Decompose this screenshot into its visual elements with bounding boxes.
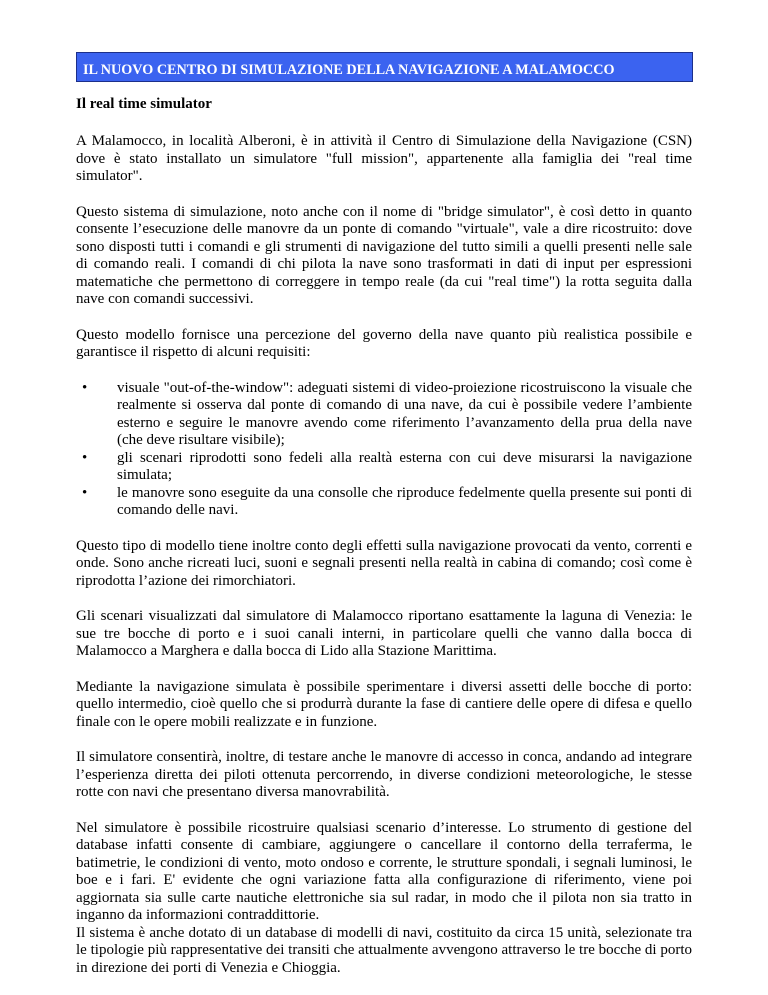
list-item: • visuale "out-of-the-window": adeguati sistemi di video-proiezione ricostruiscono la visuale che realmente si osserva dal ponte di comando di una nave, da cui è possibile vedere l’ambiente esterno e seguire le manovre avendo come riferimento l’avanzamento della prua della nave (che deve risultare visibile); xyxy=(117,380,692,450)
paragraph: Nel simulatore è possibile ricostruire qualsiasi scenario d’interesse. Lo strumento di gestione del database infatti consente di cambiare, aggiungere o cancellare il contorno della terraferma, le batimetrie, le condizioni di vento, moto ondoso e corrente, le strutture spondali, i segnali luminosi, le boe e i fari. E' evidente che ogni variazione fatta alla configurazione di riferimento, viene poi aggiornata sia sulle carte nautiche elettroniche sia sul radar, in modo che il pilota non sia tratto in inganno da informazioni contraddittorie. xyxy=(76,819,692,923)
list-item: • le manovre sono eseguite da una consolle che riproduce fedelmente quella presente sui ponti di comando delle navi. xyxy=(117,485,692,520)
document-title: IL NUOVO CENTRO DI SIMULAZIONE DELLA NAVIGAZIONE A MALAMOCCO xyxy=(83,62,615,78)
section-heading: Il real time simulator xyxy=(76,96,212,112)
paragraph: Mediante la navigazione simulata è possibile sperimentare i diversi assetti delle bocche di porto: quello intermedio, cioè quello che si produrrà durante la fase di cantiere delle opere di difesa e quello finale con le opere mobili realizzate e in funzione. xyxy=(76,678,692,730)
paragraph: Questo modello fornisce una percezione del governo della nave quanto più realistica possibile e garantisce il rispetto di alcuni requisiti: xyxy=(76,326,692,360)
paragraph: Questo sistema di simulazione, noto anche con il nome di "bridge simulator", è così detto in quanto consente l’esecuzione delle manovre da un ponte di comando "virtuale", vale a dire ricostruito: dove sono disposti tutti i comandi e gli strumenti di navigazione del tutto simili a quelli presenti nelle sale di comando reali. I comandi di chi pilota la nave sono trasformati in dati di input per espressioni matematiche che permettono di correggere in tempo reale (da cui "real time") la rotta seguita dalla nave con comandi successivi. xyxy=(76,203,692,307)
paragraph: Questo tipo di modello tiene inoltre conto degli effetti sulla navigazione provocati da vento, correnti e onde. Sono anche ricreati luci, suoni e segnali presenti nella realtà in cabina di comando; così come è riprodotta l’azione dei rimorchiatori. xyxy=(76,537,692,589)
title-banner xyxy=(76,52,693,82)
paragraph: Il sistema è anche dotato di un database di modelli di navi, costituito da circa 15 unità, selezionate tra le tipologie più rappresentative dei transiti che attualmente avvengono attraverso le tre bocche di porto in direzione dei porti di Venezia e Chioggia. xyxy=(76,924,692,976)
requirements-list xyxy=(76,380,692,520)
paragraph: Il simulatore consentirà, inoltre, di testare anche le manovre di accesso in conca, andando ad integrare l’esperienza diretta dei piloti ottenuta percorrendo, in diverse condizioni meteorologiche, le stesse rotte con navi che presentano diversa manovrabilità. xyxy=(76,749,692,800)
paragraph: Gli scenari visualizzati dal simulatore di Malamocco riportano esattamente la laguna di Venezia: le sue tre bocche di porto e i suoi canali interni, in particolare quelli che vanno dalla bocca di Malamocco a Marghera e dalla bocca di Lido alla Stazione Marittima. xyxy=(76,608,692,659)
body-text xyxy=(76,133,692,995)
list-item: • gli scenari riprodotti sono fedeli alla realtà esterna con cui deve misurarsi la navigazione simulata; xyxy=(117,450,692,485)
paragraph: A Malamocco, in località Alberoni, è in attività il Centro di Simulazione della Navigazione (CSN) dove è stato installato un simulatore "full mission", appartenente alla famiglia dei "real time simulator". xyxy=(76,133,692,184)
